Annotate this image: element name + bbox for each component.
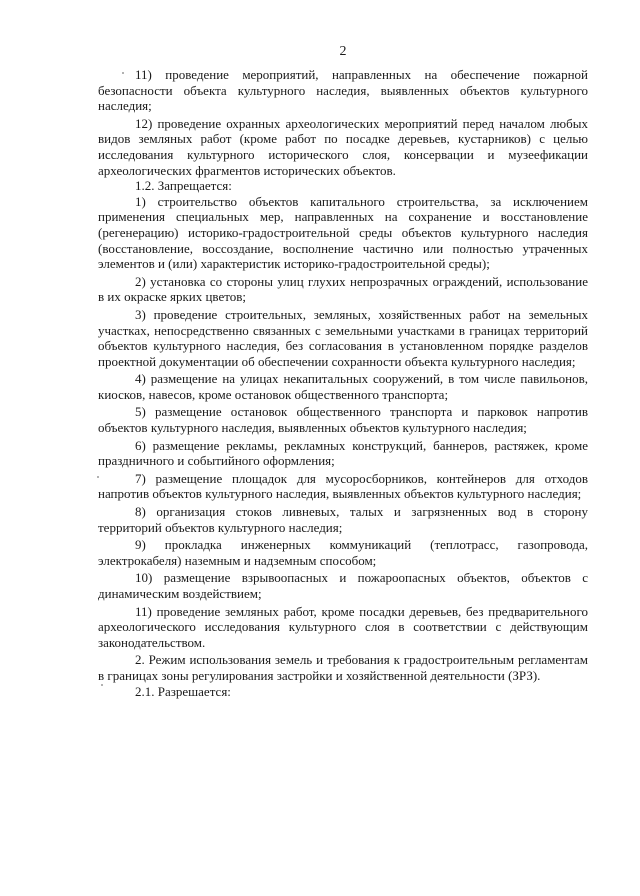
paragraph-prohibited-5: 5) размещение остановок общественного транспорта и парковок напротив объектов культурного наследия, выявленных объектов культурного наследия; [98,404,588,436]
paragraph-prohibited-6: 6) размещение рекламы, рекламных конструкций, баннеров, растяжек, кроме праздничного и событийного оформления; [98,437,588,469]
page-number: 2 [339,44,347,59]
scan-speck [122,72,124,74]
paragraph-prohibited-8: 8) организация стоков ливневых, талых и загрязненных вод в сторону территорий объектов культурного наследия; [98,504,588,535]
section-heading-2-1: 2.1. Разрешается: [135,683,231,699]
paragraph-prohibited-9: 9) прокладка инженерных коммуникаций (теплотрасс, газопровода, электрокабеля) наземным и надземным способом; [98,537,588,568]
paragraph-item-11-fire-safety: 11) проведение мероприятий, направленных на обеспечение пожарной безопасности объекта культурного наследия, выявленных объектов культурного наследия; [98,67,588,114]
paragraph-prohibited-1: 1) строительство объектов капитального строительства, за исключением применения специальных мер, направленных на сохранение и восстановление (регенерацию) историко-градостроительной среды объектов культурного наследия (восстановление, воссоздание, восполнение частично или полностью утраченных элементов и (или) характеристик историко-градостроительной среды); [98,193,588,272]
scan-speck [101,684,103,686]
paragraph-prohibited-4: 4) размещение на улицах некапитальных сооружений, в том числе павильонов, киосков, навесов, кроме остановок общественного транспорта; [98,371,588,402]
document-body [98,67,588,699]
section-heading-2: 2. Режим использования земель и требования к градостроительным регламентам в границах зоны регулирования застройки и хозяйственной деятельности (ЗРЗ). [98,652,588,683]
paragraph-prohibited-11: 11) проведение земляных работ, кроме посадки деревьев, без предварительного археологического исследования культурного слоя в соответствии с действующим законодательством. [98,603,588,650]
paragraph-prohibited-10: 10) размещение взрывоопасных и пожароопасных объектов, объектов с динамическим воздействием; [98,570,588,601]
section-heading-1-2: 1.2. Запрещается: [135,178,232,194]
paragraph-item-12-archaeology: 12) проведение охранных археологических мероприятий перед началом любых видов земляных работ (кроме работ по посадке деревьев, кустарников) с целью исследования культурного исторического слоя, консервации и музеефикации археологических фрагментов исторических объектов. [98,115,588,178]
paragraph-prohibited-7: 7) размещение площадок для мусоросборников, контейнеров для отходов напротив объектов культурного наследия, выявленных объектов культурного наследия; [98,470,588,502]
scan-speck [97,476,99,478]
paragraph-prohibited-2: 2) установка со стороны улиц глухих непрозрачных ограждений, использование в их окраске ярких цветов; [98,273,588,305]
paragraph-prohibited-3: 3) проведение строительных, земляных, хозяйственных работ на земельных участках, непосредственно связанных с земельными участками в границах территорий объектов культурного наследия, без согласования в установленном порядке разделов проектной документации об обеспечении сохранности объекта культурного наследия; [98,306,588,369]
